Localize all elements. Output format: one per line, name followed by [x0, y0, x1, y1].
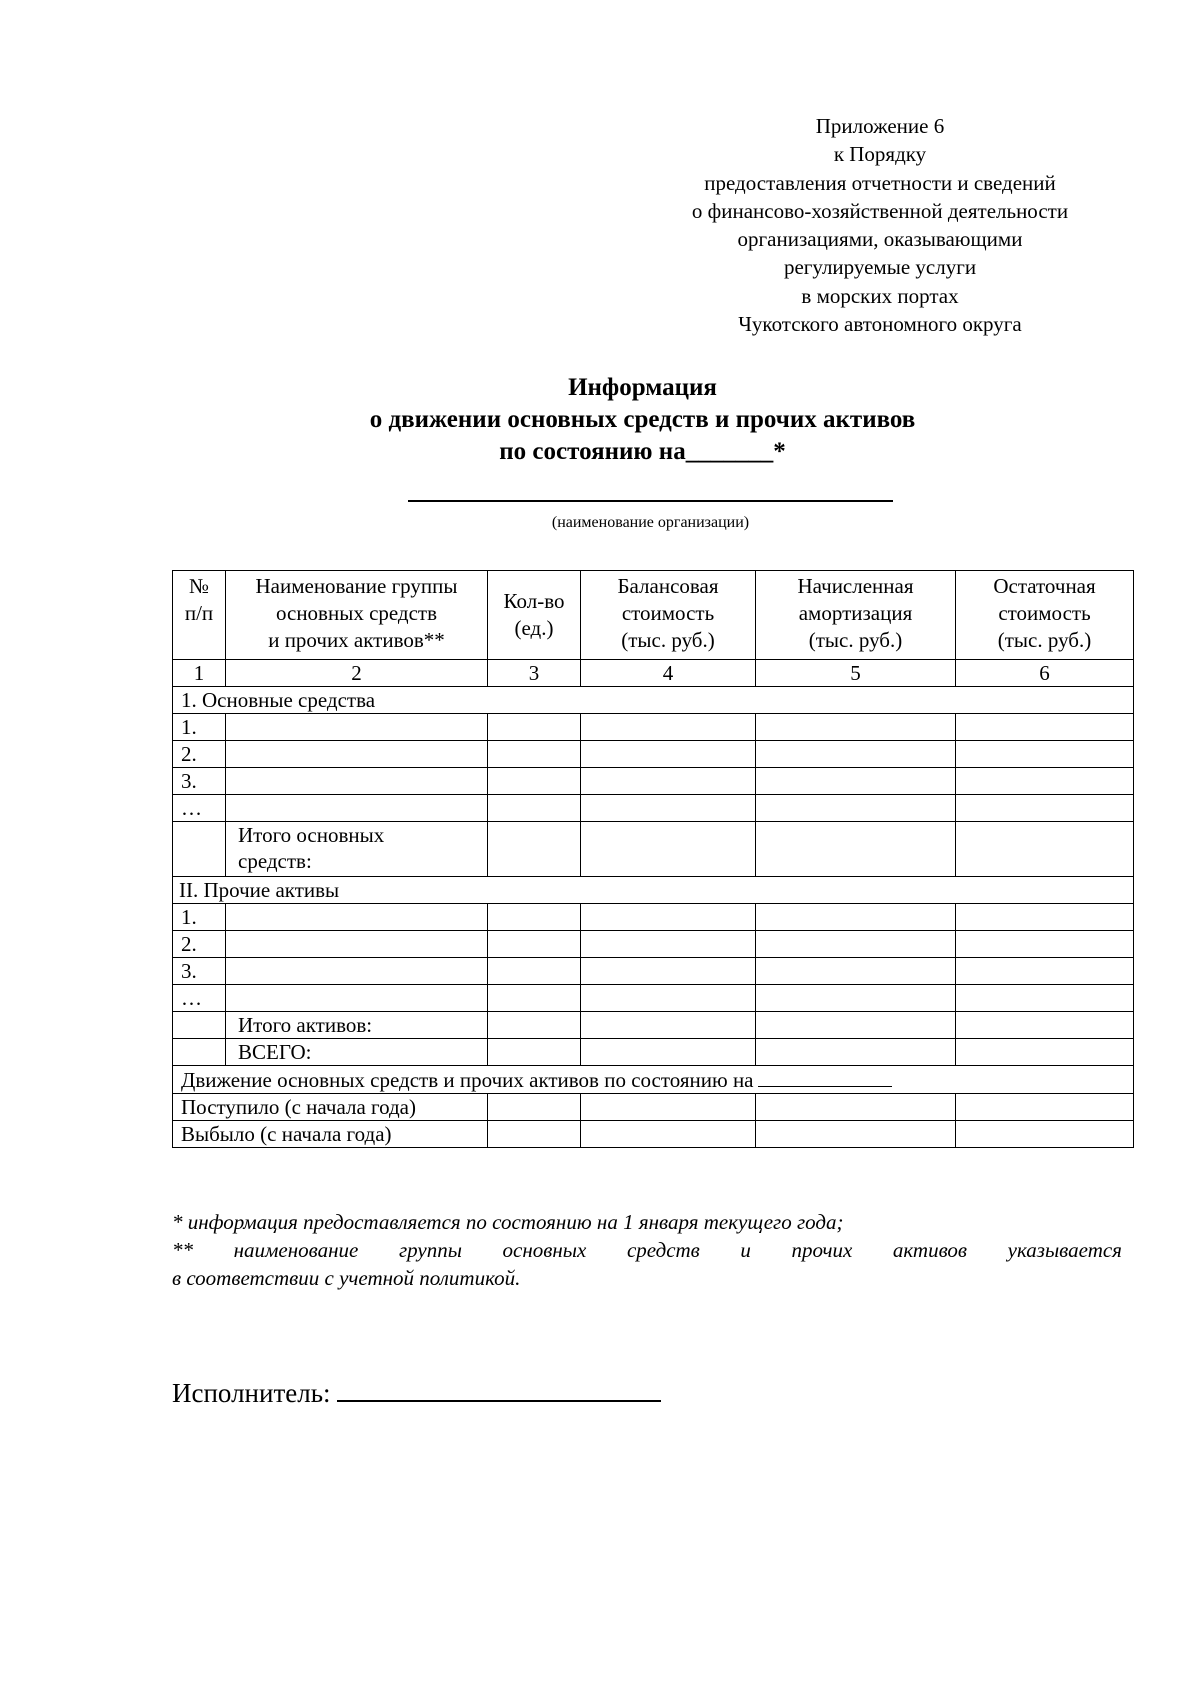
- section2-title: II. Прочие активы: [173, 877, 1134, 904]
- cell-residual[interactable]: [956, 1012, 1134, 1039]
- title-line-2: о движении основных средств и прочих активов: [369, 406, 916, 433]
- title-line-3: по состоянию на_______*: [499, 438, 786, 465]
- appendix-line: Чукотского автономного округа: [738, 312, 1022, 337]
- table-row: [173, 795, 1134, 822]
- table-row: [173, 931, 1134, 958]
- row-number: 3.: [173, 768, 226, 795]
- cell-residual[interactable]: [956, 795, 1134, 822]
- header-qty: Кол-во (ед.): [488, 571, 581, 660]
- cell-balance[interactable]: [581, 714, 756, 741]
- organization-name-line[interactable]: [408, 500, 893, 502]
- footnote-2: ** наименование группы основных средств и прочих активов указывается: [172, 1238, 1122, 1262]
- section1-total-label: Итого основных средств:: [226, 822, 488, 877]
- table-row: [173, 768, 1134, 795]
- appendix-line: предоставления отчетности и сведений: [704, 170, 1056, 195]
- cell-balance[interactable]: [581, 931, 756, 958]
- cell-name[interactable]: [226, 795, 488, 822]
- table-row: [173, 958, 1134, 985]
- appendix-line: организациями, оказывающими: [737, 227, 1023, 252]
- cell-residual[interactable]: [956, 985, 1134, 1012]
- row-number: [173, 1012, 226, 1039]
- cell-amortization[interactable]: [756, 768, 956, 795]
- footnote-1: * информация предоставляется по состоянию на 1 января текущего года;: [172, 1210, 844, 1234]
- cell-name[interactable]: [226, 904, 488, 931]
- grand-total-label: ВСЕГО:: [226, 1039, 488, 1066]
- cell-balance[interactable]: [581, 1121, 756, 1148]
- cell-amortization[interactable]: [756, 822, 956, 877]
- footnotes: [172, 1208, 1122, 1292]
- received-row: [173, 1094, 1134, 1121]
- cell-name[interactable]: [226, 768, 488, 795]
- grand-total-row: [173, 1039, 1134, 1066]
- cell-balance[interactable]: [581, 1039, 756, 1066]
- table-row: [173, 714, 1134, 741]
- header-amortization: Начисленная амортизация (тыс. руб.): [756, 571, 956, 660]
- cell-amortization[interactable]: [756, 714, 956, 741]
- cell-qty[interactable]: [488, 1094, 581, 1121]
- row-number: [173, 1039, 226, 1066]
- cell-amortization[interactable]: [756, 931, 956, 958]
- cell-qty[interactable]: [488, 1039, 581, 1066]
- cell-qty[interactable]: [488, 741, 581, 768]
- subtotal-row: [173, 1012, 1134, 1039]
- cell-balance[interactable]: [581, 1094, 756, 1121]
- document-title: [200, 372, 1085, 468]
- movement-title: [173, 1066, 1134, 1094]
- cell-qty[interactable]: [488, 958, 581, 985]
- cell-residual[interactable]: [956, 931, 1134, 958]
- row-number: [173, 822, 226, 877]
- assets-table: [172, 570, 1134, 1148]
- row-number: 3.: [173, 958, 226, 985]
- cell-qty[interactable]: [488, 985, 581, 1012]
- cell-balance[interactable]: [581, 822, 756, 877]
- cell-residual[interactable]: [956, 1094, 1134, 1121]
- cell-amortization[interactable]: [756, 958, 956, 985]
- table-row: [173, 741, 1134, 768]
- column-number-row: [173, 660, 1134, 687]
- cell-amortization[interactable]: [756, 1039, 956, 1066]
- row-number: …: [173, 795, 226, 822]
- subtotal-row: [173, 822, 1134, 877]
- col-number: 1: [173, 660, 226, 687]
- header-name: Наименование группы основных средств и прочих активов**: [226, 571, 488, 660]
- row-number: 1.: [173, 904, 226, 931]
- performer-signature-line[interactable]: [337, 1374, 661, 1402]
- section2-total-label: Итого активов:: [226, 1012, 488, 1039]
- section-row: [173, 687, 1134, 714]
- cell-balance[interactable]: [581, 985, 756, 1012]
- cell-amortization[interactable]: [756, 985, 956, 1012]
- table-row: [173, 904, 1134, 931]
- table-row: [173, 985, 1134, 1012]
- cell-qty[interactable]: [488, 931, 581, 958]
- col-number: 5: [756, 660, 956, 687]
- cell-qty[interactable]: [488, 904, 581, 931]
- row-number: …: [173, 985, 226, 1012]
- disposed-row: [173, 1121, 1134, 1148]
- disposed-label: Выбыло (с начала года): [173, 1121, 488, 1148]
- section1-title: 1. Основные средства: [173, 687, 1134, 714]
- cell-amortization[interactable]: [756, 1012, 956, 1039]
- cell-balance[interactable]: [581, 795, 756, 822]
- organization-caption: (наименование организации): [551, 514, 750, 531]
- appendix-line: к Порядку: [833, 142, 927, 167]
- received-label: Поступило (с начала года): [173, 1094, 488, 1121]
- cell-balance[interactable]: [581, 768, 756, 795]
- appendix-header: [620, 112, 1140, 338]
- cell-name[interactable]: [226, 985, 488, 1012]
- appendix-line: регулируемые услуги: [783, 255, 977, 280]
- cell-residual[interactable]: [956, 822, 1134, 877]
- cell-name[interactable]: [226, 931, 488, 958]
- cell-amortization[interactable]: [756, 1094, 956, 1121]
- cell-balance[interactable]: [581, 741, 756, 768]
- cell-residual[interactable]: [956, 958, 1134, 985]
- row-number: 1.: [173, 714, 226, 741]
- section-row: [173, 877, 1134, 904]
- row-number: 2.: [173, 931, 226, 958]
- col-number: 6: [956, 660, 1134, 687]
- movement-date-blank[interactable]: [758, 1066, 892, 1087]
- performer-label: Исполнитель:: [172, 1378, 331, 1408]
- cell-residual[interactable]: [956, 1121, 1134, 1148]
- row-number: 2.: [173, 741, 226, 768]
- cell-qty[interactable]: [488, 822, 581, 877]
- col-number: 3: [488, 660, 581, 687]
- performer-block: [172, 1374, 661, 1409]
- header-balance: Балансовая стоимость (тыс. руб.): [581, 571, 756, 660]
- cell-amortization[interactable]: [756, 795, 956, 822]
- appendix-line: в морских портах: [801, 283, 959, 308]
- cell-residual[interactable]: [956, 1039, 1134, 1066]
- appendix-line: Приложение 6: [815, 114, 945, 138]
- cell-name[interactable]: [226, 741, 488, 768]
- cell-balance[interactable]: [581, 904, 756, 931]
- cell-qty[interactable]: [488, 1121, 581, 1148]
- table-header-row: [173, 571, 1134, 660]
- cell-residual[interactable]: [956, 768, 1134, 795]
- appendix-line: о финансово-хозяйственной деятельности: [691, 198, 1069, 223]
- movement-title-row: [173, 1066, 1134, 1094]
- footnote-2-end: в соответствии с учетной политикой.: [172, 1266, 521, 1290]
- cell-amortization[interactable]: [756, 741, 956, 768]
- movement-title-text: Движение основных средств и прочих активов по состоянию на: [181, 1068, 754, 1092]
- header-residual: Остаточная стоимость (тыс. руб.): [956, 571, 1134, 660]
- title-line-1: Информация: [568, 374, 717, 401]
- cell-balance[interactable]: [581, 1012, 756, 1039]
- col-number: 4: [581, 660, 756, 687]
- cell-amortization[interactable]: [756, 1121, 956, 1148]
- cell-residual[interactable]: [956, 904, 1134, 931]
- cell-amortization[interactable]: [756, 904, 956, 931]
- cell-name[interactable]: [226, 958, 488, 985]
- col-number: 2: [226, 660, 488, 687]
- cell-name[interactable]: [226, 714, 488, 741]
- cell-qty[interactable]: [488, 1012, 581, 1039]
- cell-qty[interactable]: [488, 714, 581, 741]
- cell-qty[interactable]: [488, 795, 581, 822]
- cell-residual[interactable]: [956, 714, 1134, 741]
- cell-qty[interactable]: [488, 768, 581, 795]
- header-num: № п/п: [173, 571, 226, 660]
- cell-balance[interactable]: [581, 958, 756, 985]
- cell-residual[interactable]: [956, 741, 1134, 768]
